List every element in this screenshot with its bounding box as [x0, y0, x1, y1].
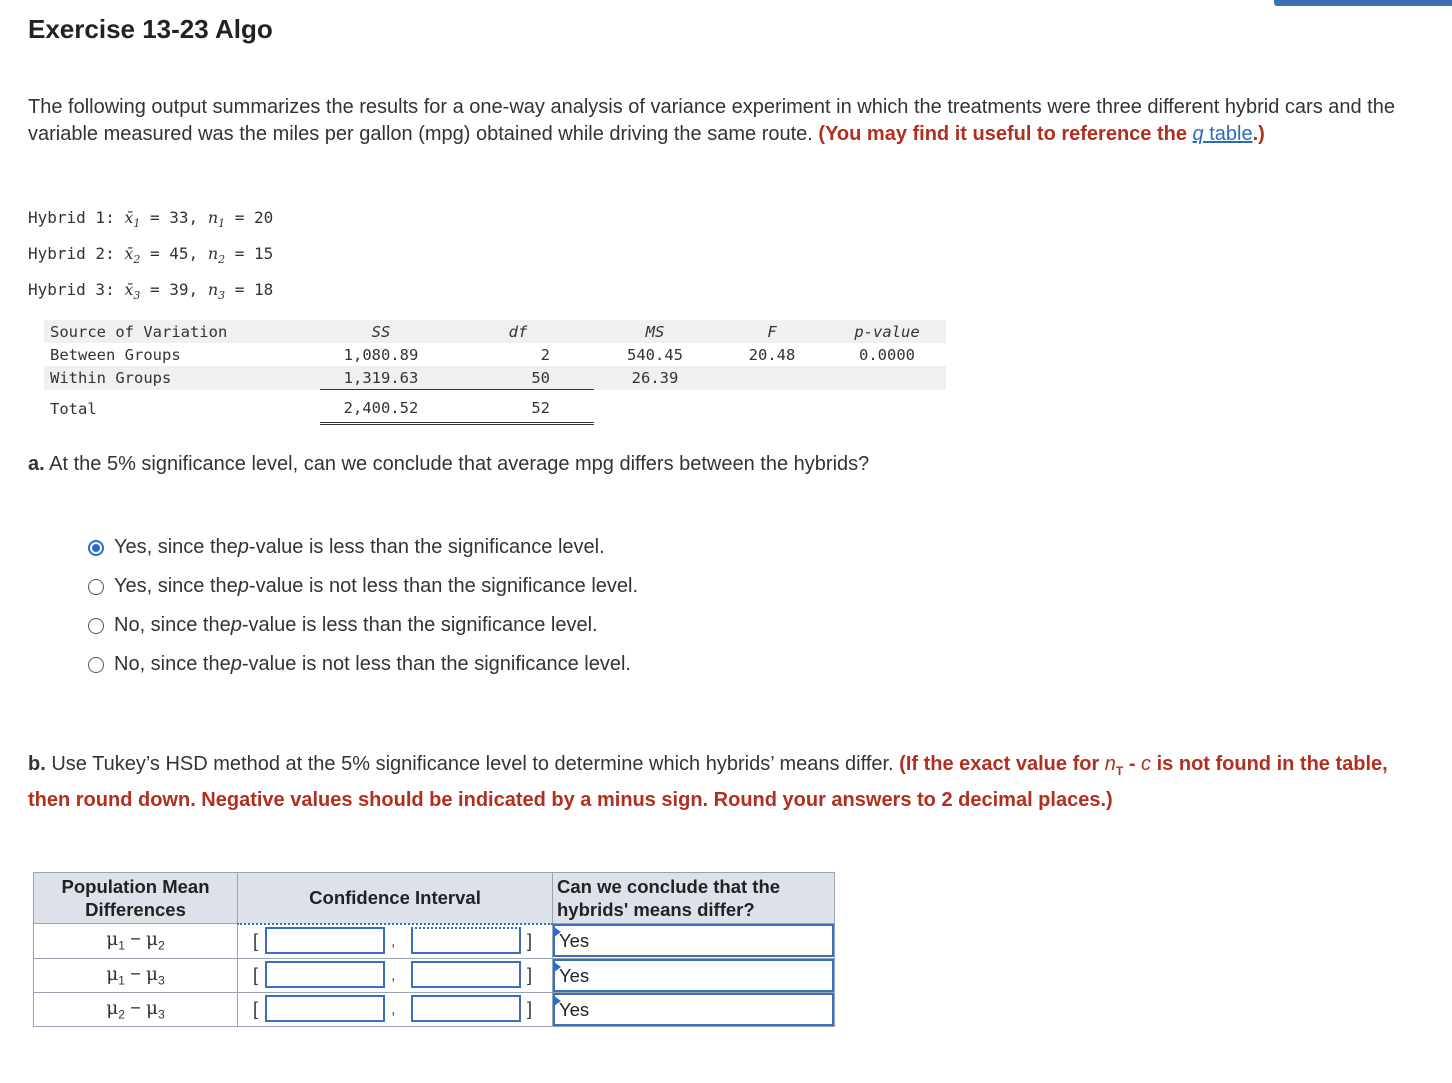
tukey-header-row: [34, 873, 835, 924]
answer-marker-icon: [554, 962, 561, 972]
ci-cell: [238, 958, 553, 992]
intro-text: The following output summarizes the results for a one-way analysis of variance experiment in which the treatments were three different hybrid cars and the variable measured was the miles per gallon (mpg) obtained while driving the same route.: [28, 96, 1395, 145]
radio-button[interactable]: [88, 618, 104, 634]
tukey-table: [33, 872, 835, 1027]
conclusion-value: Yes: [559, 930, 590, 952]
hybrid-summary: [28, 203, 273, 312]
radio-button[interactable]: [88, 657, 104, 673]
conclusion-select[interactable]: [553, 993, 834, 1026]
tukey-row: [34, 924, 835, 959]
conclusion-cell: [553, 924, 835, 959]
conclusion-cell: [553, 992, 835, 1026]
close-bracket: ]: [527, 998, 533, 1019]
anova-row: Within Groups 1,319.63 50 26.39: [44, 366, 946, 390]
conclusion-value: Yes: [559, 964, 590, 986]
conclusion-select[interactable]: [553, 959, 834, 992]
radio-button[interactable]: [88, 540, 104, 556]
q-table-link[interactable]: q table: [1192, 123, 1253, 145]
upper-bound-input[interactable]: [411, 995, 521, 1022]
anova-header-row: [44, 320, 946, 343]
intro-paragraph: [28, 94, 1438, 148]
header-source: Source of Variation: [44, 320, 320, 343]
conclusion-cell: [553, 958, 835, 992]
lower-bound-input[interactable]: [265, 927, 385, 954]
comma: ,: [391, 966, 396, 984]
anova-table: [44, 320, 946, 425]
answer-marker-icon: [554, 927, 561, 937]
comma: ,: [391, 1000, 396, 1018]
radio-button[interactable]: [88, 579, 104, 595]
comma: ,: [391, 932, 396, 950]
open-bracket: [: [253, 930, 259, 951]
part-a-question: a. At the 5% significance level, can we conclude that average mpg differs between the hybrids?: [28, 453, 870, 475]
ci-cell: [238, 992, 553, 1026]
header-df: df: [442, 320, 594, 343]
part-b-question: b. Use Tukey’s HSD method at the 5% significance level to determine which hybrids’ means differ. (If the exact value for $n_T$ - c is not found in the table, then round down. Negative values should be indicated by a minus sign. Round your answers to 2 decimal places.): [28, 753, 1388, 811]
tukey-row: [34, 958, 835, 992]
lower-bound-input[interactable]: [265, 995, 385, 1022]
hybrid-line: Hybrid 2: $x̄_2 = 45$, $n_2 = 15$: [28, 244, 274, 267]
conclusion-select[interactable]: [553, 924, 834, 957]
header-ms: MS: [594, 320, 716, 343]
part-a-options: [88, 528, 638, 684]
header-p-value: p-value: [828, 320, 946, 343]
hybrid-line: Hybrid 3: $x̄_3 = 39$, $n_3 = 18$: [28, 280, 274, 303]
pair-label: $\mu_1 - \mu_3$: [34, 958, 238, 992]
pair-label: $\mu_2 - \mu_3$: [34, 992, 238, 1026]
option-yes-less[interactable]: Yes, since the p -value is less than the significance level.: [88, 528, 638, 567]
header-f: F: [716, 320, 828, 343]
open-bracket: [: [253, 964, 259, 985]
close-bracket: ]: [527, 964, 533, 985]
tukey-row: [34, 992, 835, 1026]
page-title: Exercise 13-23 Algo: [28, 14, 273, 44]
option-no-not-less[interactable]: No, since the p -value is not less than the significance level.: [88, 645, 638, 684]
header-population-mean-differences: Population Mean Differences: [34, 873, 238, 924]
open-bracket: [: [253, 998, 259, 1019]
top-accent-bar: [1274, 0, 1452, 6]
ci-cell: [238, 924, 553, 959]
close-bracket: ]: [527, 930, 533, 951]
header-confidence-interval: Confidence Interval: [238, 873, 553, 924]
upper-bound-input[interactable]: [411, 927, 521, 954]
reference-hint: (You may find it useful to reference the q table.): [818, 123, 1265, 145]
header-conclusion: Can we conclude that the hybrids' means differ?: [553, 873, 835, 924]
option-no-less[interactable]: No, since the p -value is less than the significance level.: [88, 606, 638, 645]
conclusion-value: Yes: [559, 998, 590, 1020]
upper-bound-input[interactable]: [411, 961, 521, 988]
header-ss: SS: [320, 320, 442, 343]
anova-row: Between Groups 1,080.89 2 540.45 20.48 0.0000: [50, 345, 915, 364]
hybrid-line: Hybrid 1: $x̄_1 = 33$, $n_1 = 20$: [28, 208, 274, 231]
anova-row: Total 2,400.52 52: [44, 390, 946, 424]
pair-label: $\mu_1 - \mu_2$: [34, 924, 238, 959]
option-yes-not-less[interactable]: Yes, since the p -value is not less than the significance level.: [88, 567, 638, 606]
lower-bound-input[interactable]: [265, 961, 385, 988]
part-b-instructions: (If the exact value for $n_T$ - c is not found in the table, then round down. Negative values should be indicated by a minus sign. Round your answers to 2 decimal places.): [28, 753, 1388, 811]
answer-marker-icon: [554, 996, 561, 1006]
